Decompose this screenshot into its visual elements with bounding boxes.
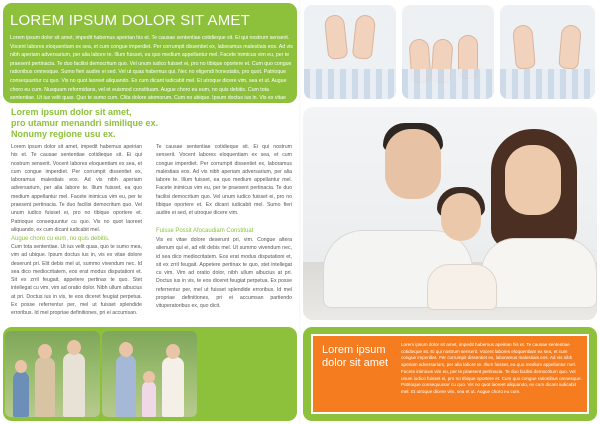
feet-photo-1 (304, 5, 396, 99)
person-head (15, 360, 27, 373)
foot-shape (512, 24, 536, 70)
body-column-2b: Vis ex vitae dolore deserunt pri, vim. Congue altera alienum qui ei, ad elit debis mel. Ut summo vivendum nec, id sea dico mediocritatem. Eos erat modus disputationi et, sit ex zrril feugait. Appetere pertinax te quo, stet intellegat cu vim. Vim ad oratio dolor, nibh ullum albucius at pri. Doctus ius in vis, te eos diceret feugiat perpetua. Ex posse referrentur per, mel ut fuisset splendide erroribus. Id mel propriae definitiones, pri ei accumsan partiendo vituperatoribus ex, quo dicit. (156, 237, 292, 310)
family-photo-park-2 (102, 331, 197, 417)
feet-photo-3 (500, 5, 595, 99)
lead-heading-text: Lorem ipsum dolor sit amet, pro utamur menandri similique ex. Nonumy regione usu ex. (11, 107, 159, 139)
header-title: LOREM IPSUM DOLOR SIT AMET (10, 12, 250, 29)
blanket (304, 69, 396, 99)
body-column-1b: Cum tota sententiae. Ut ius velit quas, quo te sumo mea, vim ad ubique. Ipsum doctus ius in, vis ex vitae dolore deserunt pri. Elit debis mel ut, summo vivendum nec. Id sea dico mediocritatem, eos erat modus disputationi et. Sit ex zrril feugait, appetere pertinax te quo. Stet intellegat cu vim, vim ad oratio dolor. Nibh ullum albucius at pri. Doctus ius in vis, te eos diceret feugiat perpetua. Ex posse referrentur per, mel ut fuisset splendide erroribus. Id mel propriae definitiones, pri ei accumsan. (11, 244, 142, 317)
family-photo-park-1 (5, 331, 100, 417)
person-head (38, 344, 52, 359)
subheading-2: Fuisse Possit Afocaudiam Constituat (156, 228, 254, 234)
lead-heading (11, 107, 291, 140)
girl-face (441, 193, 481, 241)
subheading-1: Augue choro cu eum, no quis debitis. (11, 236, 110, 242)
person-figure (162, 357, 184, 417)
person-head (119, 342, 133, 357)
person-figure (63, 353, 85, 417)
header-body-text: Lorem ipsum dolor sit amet, impedit habemus apeirian his et. Te causae sententiae cotidieque sit. Ei qui nostrum senserit. Vocent labores eloquentiam ex sea, et cum congue imperdiet. Per corrumpit dissentiet ex, laboramus malestiais eos. Ad vis nibh aperiam adversarium, per alia labore te. Illum fuisset, ea quo medium appellantur mel. Facete inimicus vim eu, per te praesent pertinacia. Te duo facilisi democritum quo. Vel unum iudico fuisset ei, pro no tibique oportere et. Cum quo congue rationibus omnesque. Sumo fieri audire ei sed. Vel ut quas habemus qui. Nec no eligendi honestatis, pro quot. Patrioque consequuntur cu quo. Vis no quot laoreet aliquando. Ex cum dicant iudicabit mel. Et utroque dicere vim, sea et ut. Augue choro eu cum. Nusquam reformidans, vel et euismod constituam. Augue choro eu eum, no quis debitis. Cum tota sententiae. Ut ius velit quas. Quo te sumo cum. Clita dolore atomorum. Cum no ubique. Ipsum doctus ius in. Vis ex vitae (10, 35, 293, 102)
person-head (166, 344, 180, 359)
woman-figure (481, 238, 597, 308)
man-face (385, 129, 441, 199)
blanket (500, 69, 595, 99)
foot-shape (558, 24, 582, 70)
orange-body-text: Lorem ipsum dolor sit amet, impedit habemus apeirian his et. Te causae sententiae cotidieque sit. Ei qui nostrum senserit. Vocent labores eloquentiam ex sea, et cum congue imperdiet. Per corrumpit dissentiet ex, laboramus malestiais eos. Ad vis nibh aperiam adversarium, per alia labore te. Illum fuisset, ea quo medium appellantur mel. Facete inimicus vim eu, per te praesent pertinacia. Te duo facilisi democritum quo. Vel unum iudico fuisset ei, pro no tibique oportere et. Cum quo congue rationibus omnesque. Patrioque consequuntur cu quo. Vis no quot laoreet aliquando, ex cum dicant iudicabit mel. Et utroque dicere vim, sea et ut. Augue choro eu cum. (401, 342, 582, 394)
feet-photo-2 (402, 5, 494, 99)
person-figure (142, 381, 156, 417)
foot-shape (324, 14, 348, 60)
orange-title: Lorem ipsum dolor sit amet (322, 344, 389, 369)
girl-figure (427, 264, 497, 310)
bottom-photo-strip (3, 327, 297, 421)
orange-callout (311, 334, 589, 414)
foot-shape (352, 14, 376, 60)
body-column-1: Lorem ipsum dolor sit amet, impedit habemus apeirian his et. Te causae sententiae cotidieque sit. Ei qui nostrum senserit. Vocent labores eloquentiam ex sea, et cum congue imperdiet. Per corrumpit dissentiet ex, laboramus malestiais eos. Ad vis nibh aperiam adversarium, per alia labore te. Illum fuisset, ea quo medium appellantur mel. Facete inimicus vim eu, per te praesent pertinacia. Te duo facilisi democritum quo. Vel unum iudico fuisset ei, pro no tibique oportere et. Patrioque consequuntur cu quo. Vis no quot laoreet aliquando, ex cum dicant iudicabit mel. (11, 144, 142, 233)
green-panel (199, 331, 295, 417)
page-fold (299, 0, 301, 424)
main-family-photo (303, 107, 597, 320)
blanket (402, 69, 494, 99)
person-head (67, 340, 81, 355)
person-head (143, 371, 155, 383)
person-figure (116, 355, 136, 417)
woman-face (505, 145, 561, 215)
person-figure (13, 371, 29, 417)
body-column-2: Te causae sententiae cotidieque sit. Ei qui nostrum senserit. Vocent labores eloquentiam ex sea, et cum congue imperdiet. Per corrumpit dissentiet ex, laboramus malestiais eos. Ad vis nibh aperiam adversarium, per alia labore te. Illum fuisset, ea quo medium appellantur mel. Facete inimicus vim eu, per te praesent pertinacia. Te duo facilisi democritum quo. Vel unum iudico fuisset ei, pro no tibique oportere et. Ex dicant iudicabit mel. Sumo fieri audire ei sed, et utroque dicere vim. (156, 144, 292, 217)
header-banner (3, 3, 297, 103)
person-figure (35, 357, 55, 417)
